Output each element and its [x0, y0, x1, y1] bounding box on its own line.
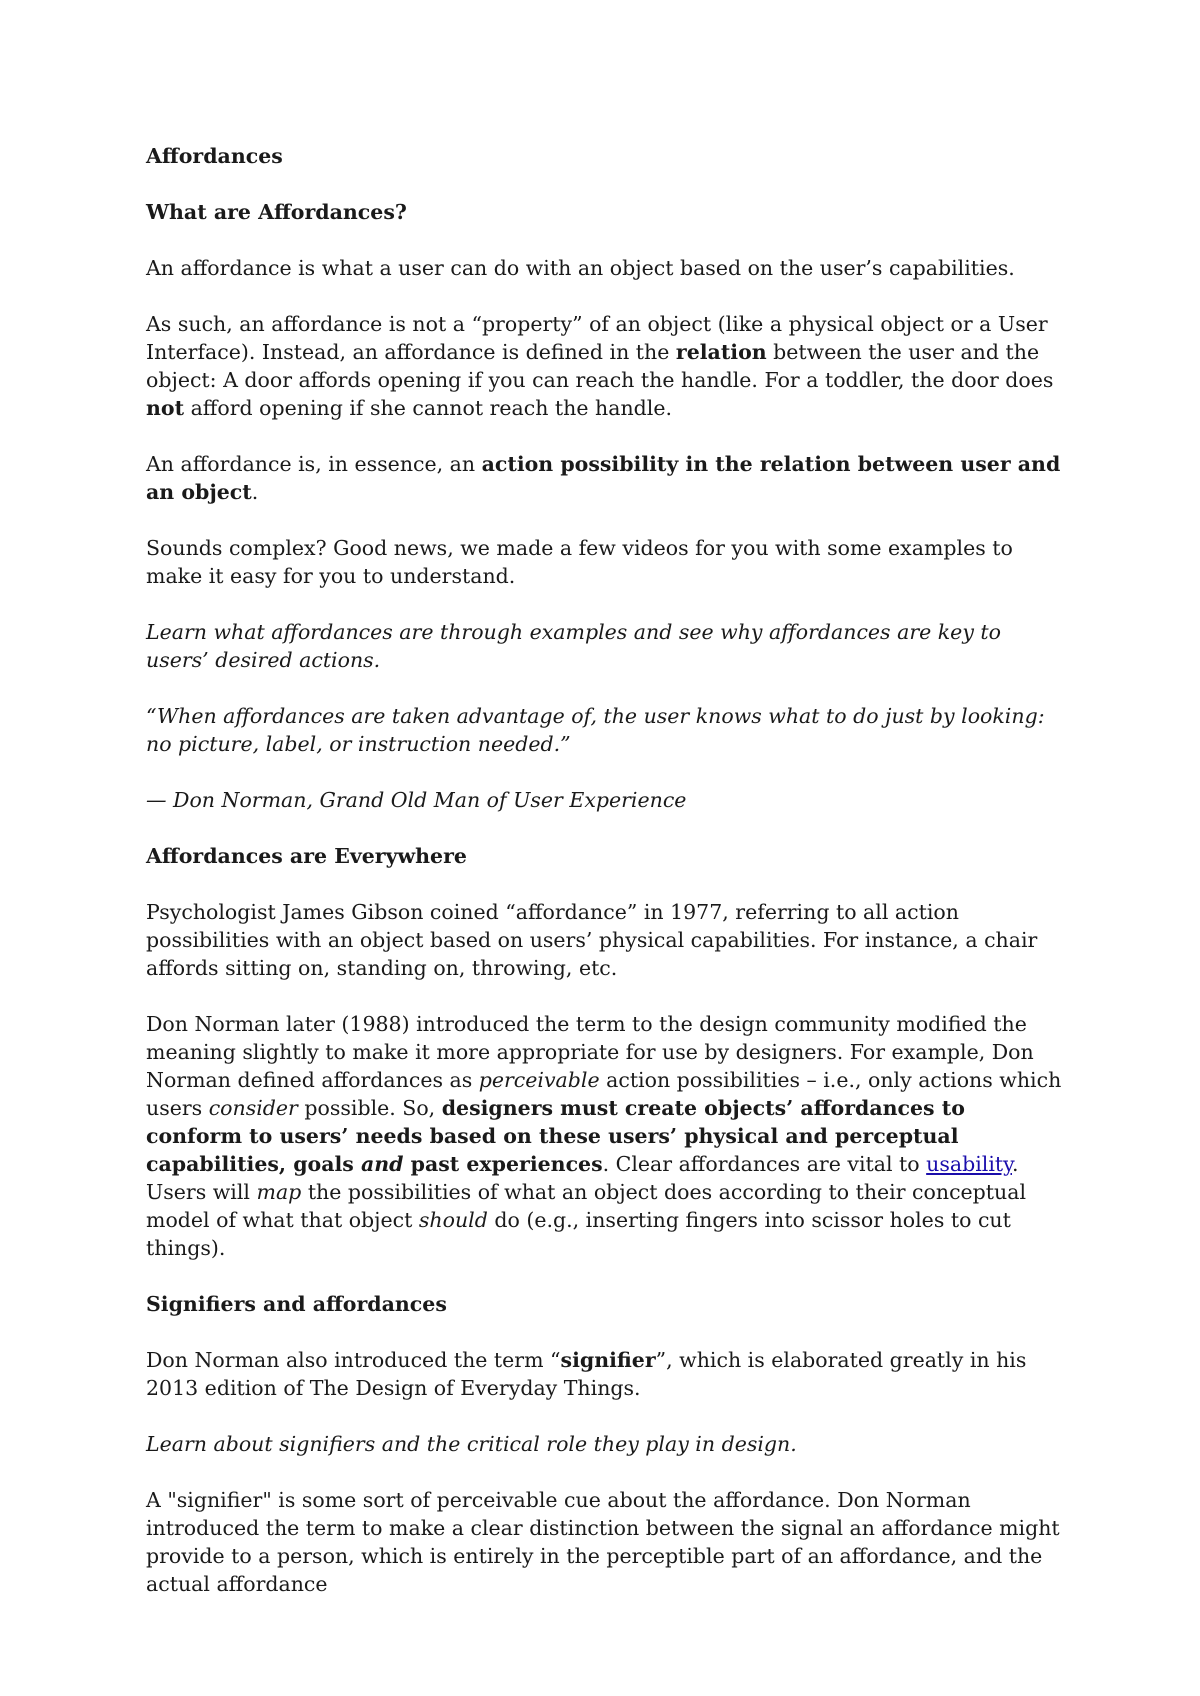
paragraph: Don Norman later (1988) introduced the term to the design community modified the meaning slightly to make it more appropriate for use by designers. For example, Don Norman defined affordances as perceivable action possibilities – i.e., only actions which users consider possible. So, designers must create objects’ affordances to conform to users’ needs based on these users’ physical and perceptual capabilities, goals and past experiences. Clear affordances are vital to usability. Users will map the possibilities of what an object does according to their conceptual model of what that object should do (e.g., inserting fingers into scissor holes to cut things). — [146, 1012, 1062, 1260]
quote-attribution: — Don Norman, Grand Old Man of User Experience — [146, 788, 687, 812]
emphasis: not — [146, 396, 185, 420]
emphasis: designers must create objects’ affordances to conform to users’ needs based on these users’ physical and perceptual capabilities, goals — [146, 1096, 965, 1176]
emphasis: perceivable — [478, 1068, 600, 1092]
usability-link[interactable]: usability — [926, 1152, 1012, 1176]
paragraph: An affordance is what a user can do with an object based on the user’s capabilities. — [146, 256, 1015, 280]
section-heading-affordances-everywhere: Affordances are Everywhere — [146, 844, 467, 868]
emphasis: and — [360, 1152, 404, 1176]
emphasis: should — [418, 1208, 488, 1232]
emphasis: map — [256, 1180, 302, 1204]
video-caption: Learn what affordances are through examples and see why affordances are key to users’ desired actions. — [146, 620, 1001, 672]
emphasis: action possibility in the relation between user and an object — [146, 452, 1061, 504]
section-heading-what-are-affordances: What are Affordances? — [146, 200, 407, 224]
paragraph: An affordance is, in essence, an action possibility in the relation between user and an object. — [146, 452, 1061, 504]
document-title: Affordances — [146, 144, 283, 168]
paragraph: A "signifier" is some sort of perceivable cue about the affordance. Don Norman introduced the term to make a clear distinction between the signal an affordance might provide to a person, which is entirely in the perceptible part of an affordance, and the actual affordance — [146, 1488, 1060, 1596]
emphasis: relation — [675, 340, 767, 364]
emphasis: signifier — [560, 1348, 656, 1372]
paragraph: Psychologist James Gibson coined “affordance” in 1977, referring to all action possibilities with an object based on users’ physical capabilities. For instance, a chair affords sitting on, standing on, throwing, etc. — [146, 900, 1038, 980]
section-heading-signifiers: Signifiers and affordances — [146, 1292, 447, 1316]
quote: “When affordances are taken advantage of, the user knows what to do just by looking: no picture, label, or instruction needed.” — [146, 704, 1045, 756]
paragraph: Sounds complex? Good news, we made a few videos for you with some examples to make it easy for you to understand. — [146, 536, 1013, 588]
emphasis: past experiences — [403, 1152, 603, 1176]
paragraph: Don Norman also introduced the term “signifier”, which is elaborated greatly in his 2013 edition of The Design of Everyday Things. — [146, 1348, 1027, 1400]
video-caption: Learn about signifiers and the critical role they play in design. — [146, 1432, 797, 1456]
paragraph: As such, an affordance is not a “property” of an object (like a physical object or a User Interface). Instead, an affordance is defined in the relation between the user and the object: A door affords opening if you can reach the handle. For a toddler, the door does not afford opening if she cannot reach the handle. — [146, 312, 1054, 420]
document-page — [146, 142, 1066, 1626]
emphasis: consider — [208, 1096, 298, 1120]
